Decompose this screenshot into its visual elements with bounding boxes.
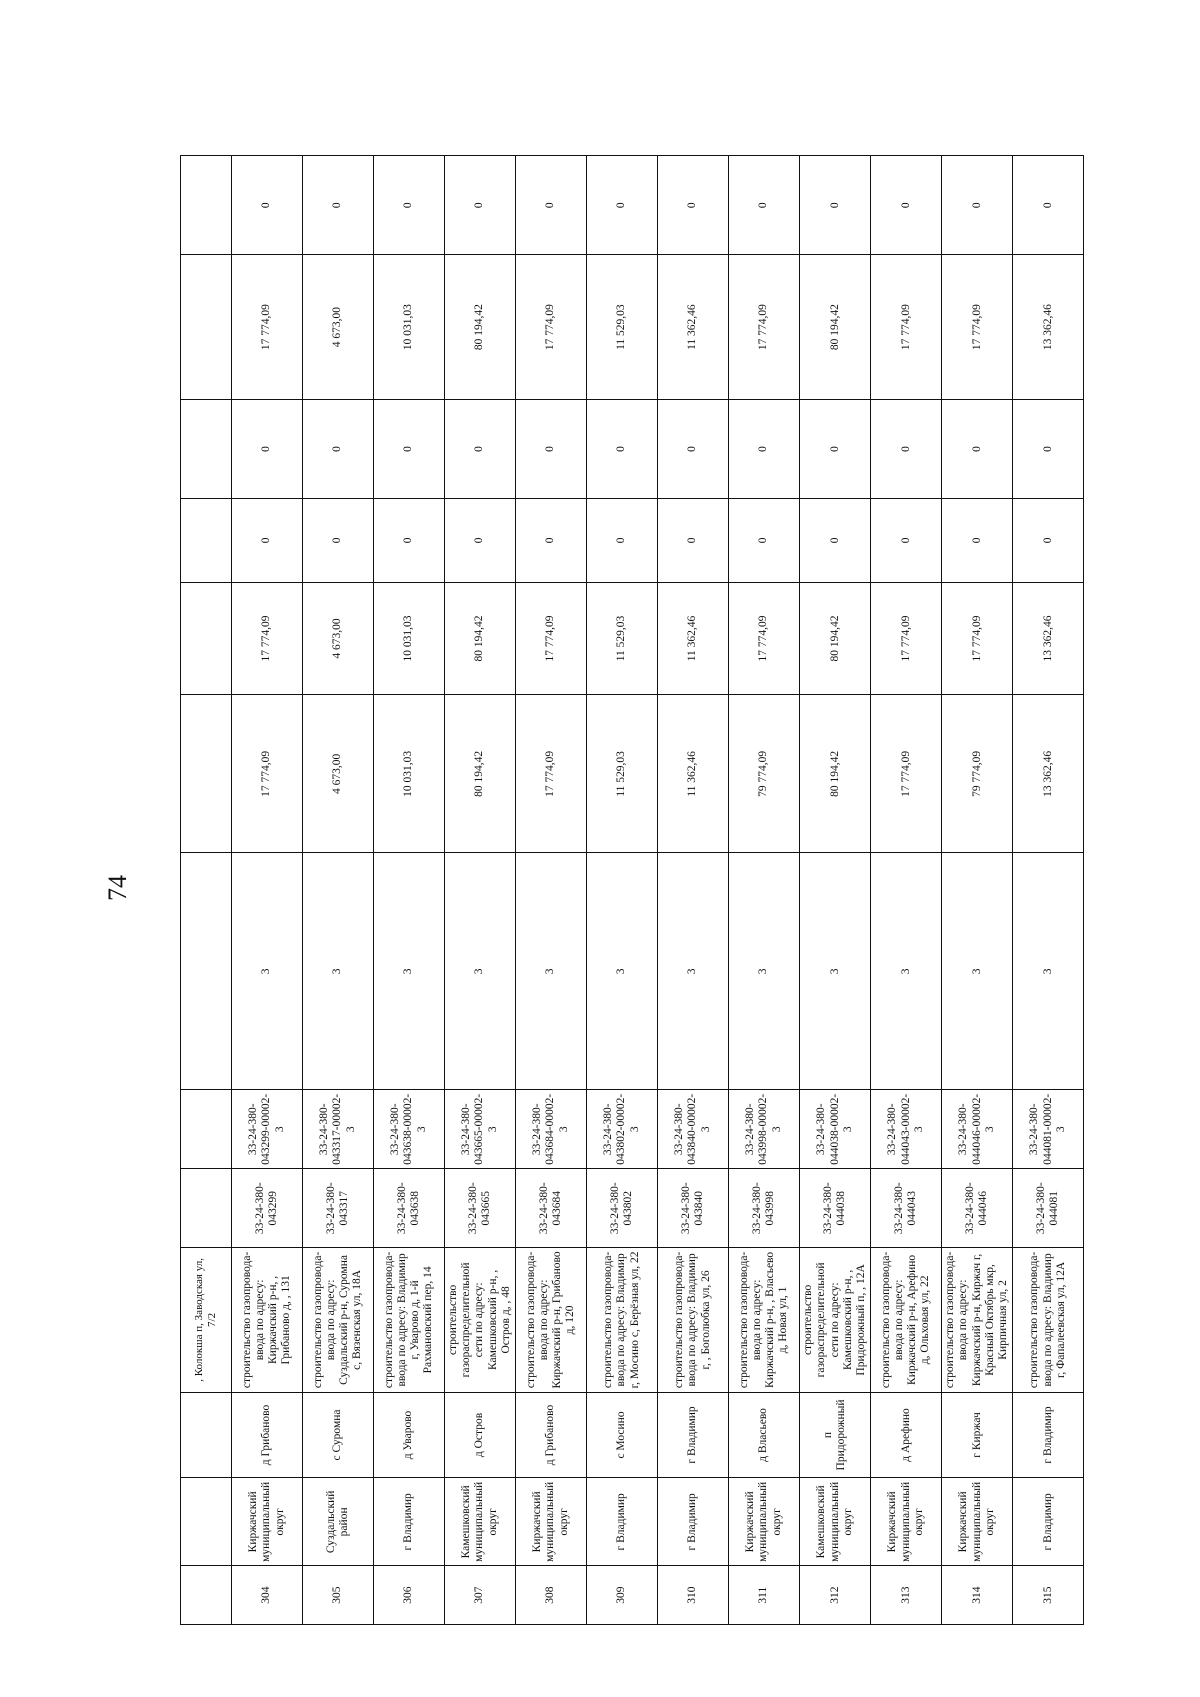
request-id-cell: 33-24-380-043299-00002-3 [232, 1090, 303, 1169]
object-code-cell: 33-24-380-043317 [303, 1169, 374, 1248]
district-cell: Киржачский муниципальный округ [871, 1478, 942, 1566]
description-cell: строительство газопровода-ввода по адресу: Владимир г, Мосино с, Берёзная ул, 22 [587, 1248, 658, 1392]
amount-total-cell: 17 774,09 [871, 695, 942, 853]
request-id-cell: 33-24-380-043840-00002-3 [658, 1090, 729, 1169]
amount-c-cell: 0 [587, 499, 658, 582]
register-table [180, 155, 1084, 1625]
locality-cell: п Придорожный [800, 1392, 871, 1478]
amount-f-cell: 0 [942, 156, 1013, 255]
page-number: 74 [103, 875, 132, 901]
category-cell: 3 [942, 853, 1013, 1090]
amount-e-cell: 80 194,42 [445, 255, 516, 399]
row-number: 315 [1013, 1566, 1084, 1625]
amount-total-cell: 79 774,09 [729, 695, 800, 853]
amount-d-cell: 0 [800, 399, 871, 498]
row-number: 307 [445, 1566, 516, 1625]
amount-e-cell: 13 362,46 [1013, 255, 1084, 399]
amount-e-cell: 17 774,09 [516, 255, 587, 399]
amount-total-cell: 17 774,09 [232, 695, 303, 853]
description-cell: строительство газораспределительной сети по адресу: Камешковский р-н, , Придорожный п, , 12А [800, 1248, 871, 1392]
description-cell: строительство газопровода-ввода по адресу: Киржачский р-н, , Грибаново д, , 131 [232, 1248, 303, 1392]
category-cell: 3 [729, 853, 800, 1090]
amount-e-cell: 11 529,03 [587, 255, 658, 399]
table-row [942, 156, 1013, 1625]
description-cell: строительство газопровода-ввода по адресу: Киржачский р-н, Грибаново д, 120 [516, 1248, 587, 1392]
request-id-cell: 33-24-380-044081-00002-3 [1013, 1090, 1084, 1169]
row-number: 313 [871, 1566, 942, 1625]
amount-e-cell: 17 774,09 [942, 255, 1013, 399]
carry-over-row [181, 156, 232, 1625]
description-cell: строительство газораспределительной сети по адресу: Камешковский р-н, , Остров д, , 48 [445, 1248, 516, 1392]
amount-f-cell: 0 [800, 156, 871, 255]
amount-c-cell: 0 [516, 499, 587, 582]
table-row [729, 156, 800, 1625]
category-cell: 3 [587, 853, 658, 1090]
object-code-cell: 33-24-380-043998 [729, 1169, 800, 1248]
amount-e-cell: 17 774,09 [871, 255, 942, 399]
locality-cell: г Владимир [658, 1392, 729, 1478]
amount-f-cell: 0 [658, 156, 729, 255]
amount-f-cell: 0 [445, 156, 516, 255]
district-cell: г Владимир [1013, 1478, 1084, 1566]
locality-cell: д Грибаново [516, 1392, 587, 1478]
amount-total-cell: 80 194,42 [800, 695, 871, 853]
request-id-cell: 33-24-380-044046-00002-3 [942, 1090, 1013, 1169]
amount-total-cell: 13 362,46 [1013, 695, 1084, 853]
row-number: 311 [729, 1566, 800, 1625]
amount-total-cell: 79 774,09 [942, 695, 1013, 853]
district-cell: Суздальский район [303, 1478, 374, 1566]
table-row [445, 156, 516, 1625]
object-code-cell: 33-24-380-043299 [232, 1169, 303, 1248]
amount-d-cell: 0 [516, 399, 587, 498]
district-cell: Камешковский муниципальный округ [445, 1478, 516, 1566]
request-id-cell: 33-24-380-043665-00002-3 [445, 1090, 516, 1169]
amount-e-cell: 80 194,42 [800, 255, 871, 399]
carry-over-text: , Колокша п, Заводская ул, 7/2 [181, 1248, 232, 1392]
object-code-cell: 33-24-380-043665 [445, 1169, 516, 1248]
amount-c-cell: 0 [729, 499, 800, 582]
amount-c-cell: 0 [871, 499, 942, 582]
row-number: 309 [587, 1566, 658, 1625]
object-code-cell: 33-24-380-044046 [942, 1169, 1013, 1248]
amount-approved-cell: 11 529,03 [587, 582, 658, 695]
amount-total-cell: 10 031,03 [374, 695, 445, 853]
amount-approved-cell: 17 774,09 [942, 582, 1013, 695]
object-code-cell: 33-24-380-043840 [658, 1169, 729, 1248]
request-id-cell: 33-24-380-043998-00002-3 [729, 1090, 800, 1169]
request-id-cell: 33-24-380-043317-00002-3 [303, 1090, 374, 1169]
amount-approved-cell: 17 774,09 [729, 582, 800, 695]
locality-cell: д Арефино [871, 1392, 942, 1478]
amount-total-cell: 80 194,42 [445, 695, 516, 853]
amount-f-cell: 0 [303, 156, 374, 255]
row-number: 310 [658, 1566, 729, 1625]
amount-approved-cell: 17 774,09 [871, 582, 942, 695]
locality-cell: д Грибаново [232, 1392, 303, 1478]
table-row [374, 156, 445, 1625]
amount-e-cell: 4 673,00 [303, 255, 374, 399]
request-id-cell: 33-24-380-044043-00002-3 [871, 1090, 942, 1169]
request-id-cell: 33-24-380-043638-00002-3 [374, 1090, 445, 1169]
amount-c-cell: 0 [1013, 499, 1084, 582]
amount-e-cell: 17 774,09 [729, 255, 800, 399]
category-cell: 3 [445, 853, 516, 1090]
amount-c-cell: 0 [232, 499, 303, 582]
amount-d-cell: 0 [942, 399, 1013, 498]
amount-c-cell: 0 [942, 499, 1013, 582]
row-number: 308 [516, 1566, 587, 1625]
table-row [871, 156, 942, 1625]
district-cell: г Владимир [587, 1478, 658, 1566]
object-code-cell: 33-24-380-043802 [587, 1169, 658, 1248]
object-code-cell: 33-24-380-043684 [516, 1169, 587, 1248]
amount-d-cell: 0 [587, 399, 658, 498]
amount-f-cell: 0 [729, 156, 800, 255]
district-cell: Киржачский муниципальный округ [516, 1478, 587, 1566]
amount-d-cell: 0 [1013, 399, 1084, 498]
category-cell: 3 [516, 853, 587, 1090]
amount-approved-cell: 11 362,46 [658, 582, 729, 695]
amount-d-cell: 0 [871, 399, 942, 498]
row-number: 305 [303, 1566, 374, 1625]
category-cell: 3 [800, 853, 871, 1090]
amount-f-cell: 0 [1013, 156, 1084, 255]
object-code-cell: 33-24-380-044038 [800, 1169, 871, 1248]
amount-d-cell: 0 [232, 399, 303, 498]
district-cell: г Владимир [374, 1478, 445, 1566]
row-number: 304 [232, 1566, 303, 1625]
amount-e-cell: 17 774,09 [232, 255, 303, 399]
table-row [800, 156, 871, 1625]
amount-total-cell: 4 673,00 [303, 695, 374, 853]
register-sheet [180, 155, 1067, 1625]
amount-d-cell: 0 [729, 399, 800, 498]
locality-cell: д Власьево [729, 1392, 800, 1478]
district-cell: Киржачский муниципальный округ [942, 1478, 1013, 1566]
object-code-cell: 33-24-380-044081 [1013, 1169, 1084, 1248]
description-cell: строительство газопровода-ввода по адресу: Суздальский р-н, Суромна с, Вязенская ул, 18А [303, 1248, 374, 1392]
row-number: 314 [942, 1566, 1013, 1625]
locality-cell: с Мосино [587, 1392, 658, 1478]
amount-c-cell: 0 [445, 499, 516, 582]
amount-c-cell: 0 [800, 499, 871, 582]
table-row [658, 156, 729, 1625]
category-cell: 3 [658, 853, 729, 1090]
category-cell: 3 [1013, 853, 1084, 1090]
amount-f-cell: 0 [871, 156, 942, 255]
table-row [232, 156, 303, 1625]
amount-d-cell: 0 [658, 399, 729, 498]
amount-approved-cell: 13 362,46 [1013, 582, 1084, 695]
amount-d-cell: 0 [445, 399, 516, 498]
request-id-cell: 33-24-380-044038-00002-3 [800, 1090, 871, 1169]
amount-f-cell: 0 [516, 156, 587, 255]
table-row [303, 156, 374, 1625]
object-code-cell: 33-24-380-044043 [871, 1169, 942, 1248]
amount-f-cell: 0 [232, 156, 303, 255]
locality-cell: с Суромна [303, 1392, 374, 1478]
locality-cell: д Остров [445, 1392, 516, 1478]
locality-cell: г Владимир [1013, 1392, 1084, 1478]
amount-approved-cell: 10 031,03 [374, 582, 445, 695]
amount-e-cell: 11 362,46 [658, 255, 729, 399]
district-cell: г Владимир [658, 1478, 729, 1566]
amount-c-cell: 0 [374, 499, 445, 582]
amount-e-cell: 10 031,03 [374, 255, 445, 399]
amount-total-cell: 17 774,09 [516, 695, 587, 853]
amount-d-cell: 0 [374, 399, 445, 498]
amount-c-cell: 0 [658, 499, 729, 582]
object-code-cell: 33-24-380-043638 [374, 1169, 445, 1248]
amount-total-cell: 11 362,46 [658, 695, 729, 853]
amount-approved-cell: 17 774,09 [516, 582, 587, 695]
description-cell: строительство газопровода-ввода по адресу: Владимир г, , Боголюбка ул, 26 [658, 1248, 729, 1392]
amount-f-cell: 0 [587, 156, 658, 255]
amount-approved-cell: 80 194,42 [800, 582, 871, 695]
request-id-cell: 33-24-380-043684-00002-3 [516, 1090, 587, 1169]
table-row [587, 156, 658, 1625]
description-cell: строительство газопровода-ввода по адресу: Владимир г, Фапалеевская ул, 12А [1013, 1248, 1084, 1392]
amount-d-cell: 0 [303, 399, 374, 498]
category-cell: 3 [374, 853, 445, 1090]
row-number: 306 [374, 1566, 445, 1625]
table-row [516, 156, 587, 1625]
amount-total-cell: 11 529,03 [587, 695, 658, 853]
description-cell: строительство газопровода-ввода по адресу: Владимир г, Уварово д, 1-й Рахмановский пер, 14 [374, 1248, 445, 1392]
district-cell: Камешковский муниципальный округ [800, 1478, 871, 1566]
category-cell: 3 [871, 853, 942, 1090]
amount-approved-cell: 80 194,42 [445, 582, 516, 695]
locality-cell: д Уварово [374, 1392, 445, 1478]
request-id-cell: 33-24-380-043802-00002-3 [587, 1090, 658, 1169]
category-cell: 3 [303, 853, 374, 1090]
table-row [1013, 156, 1084, 1625]
row-number: 312 [800, 1566, 871, 1625]
district-cell: Киржачский муниципальный округ [729, 1478, 800, 1566]
district-cell: Киржачский муниципальный округ [232, 1478, 303, 1566]
description-cell: строительство газопровода-ввода по адресу: Киржачский р-н, Арефино д, Ольховая ул, 22 [871, 1248, 942, 1392]
amount-c-cell: 0 [303, 499, 374, 582]
description-cell: строительство газопровода-ввода по адресу: Киржачский р-н, Киржач г, Красный Октябрь мкр, Кирпичная ул, 2 [942, 1248, 1013, 1392]
amount-f-cell: 0 [374, 156, 445, 255]
category-cell: 3 [232, 853, 303, 1090]
description-cell: строительство газопровода-ввода по адресу: Киржачский р-н, , Власьево д, Новая ул, 1 [729, 1248, 800, 1392]
amount-approved-cell: 17 774,09 [232, 582, 303, 695]
locality-cell: г Киржач [942, 1392, 1013, 1478]
amount-approved-cell: 4 673,00 [303, 582, 374, 695]
